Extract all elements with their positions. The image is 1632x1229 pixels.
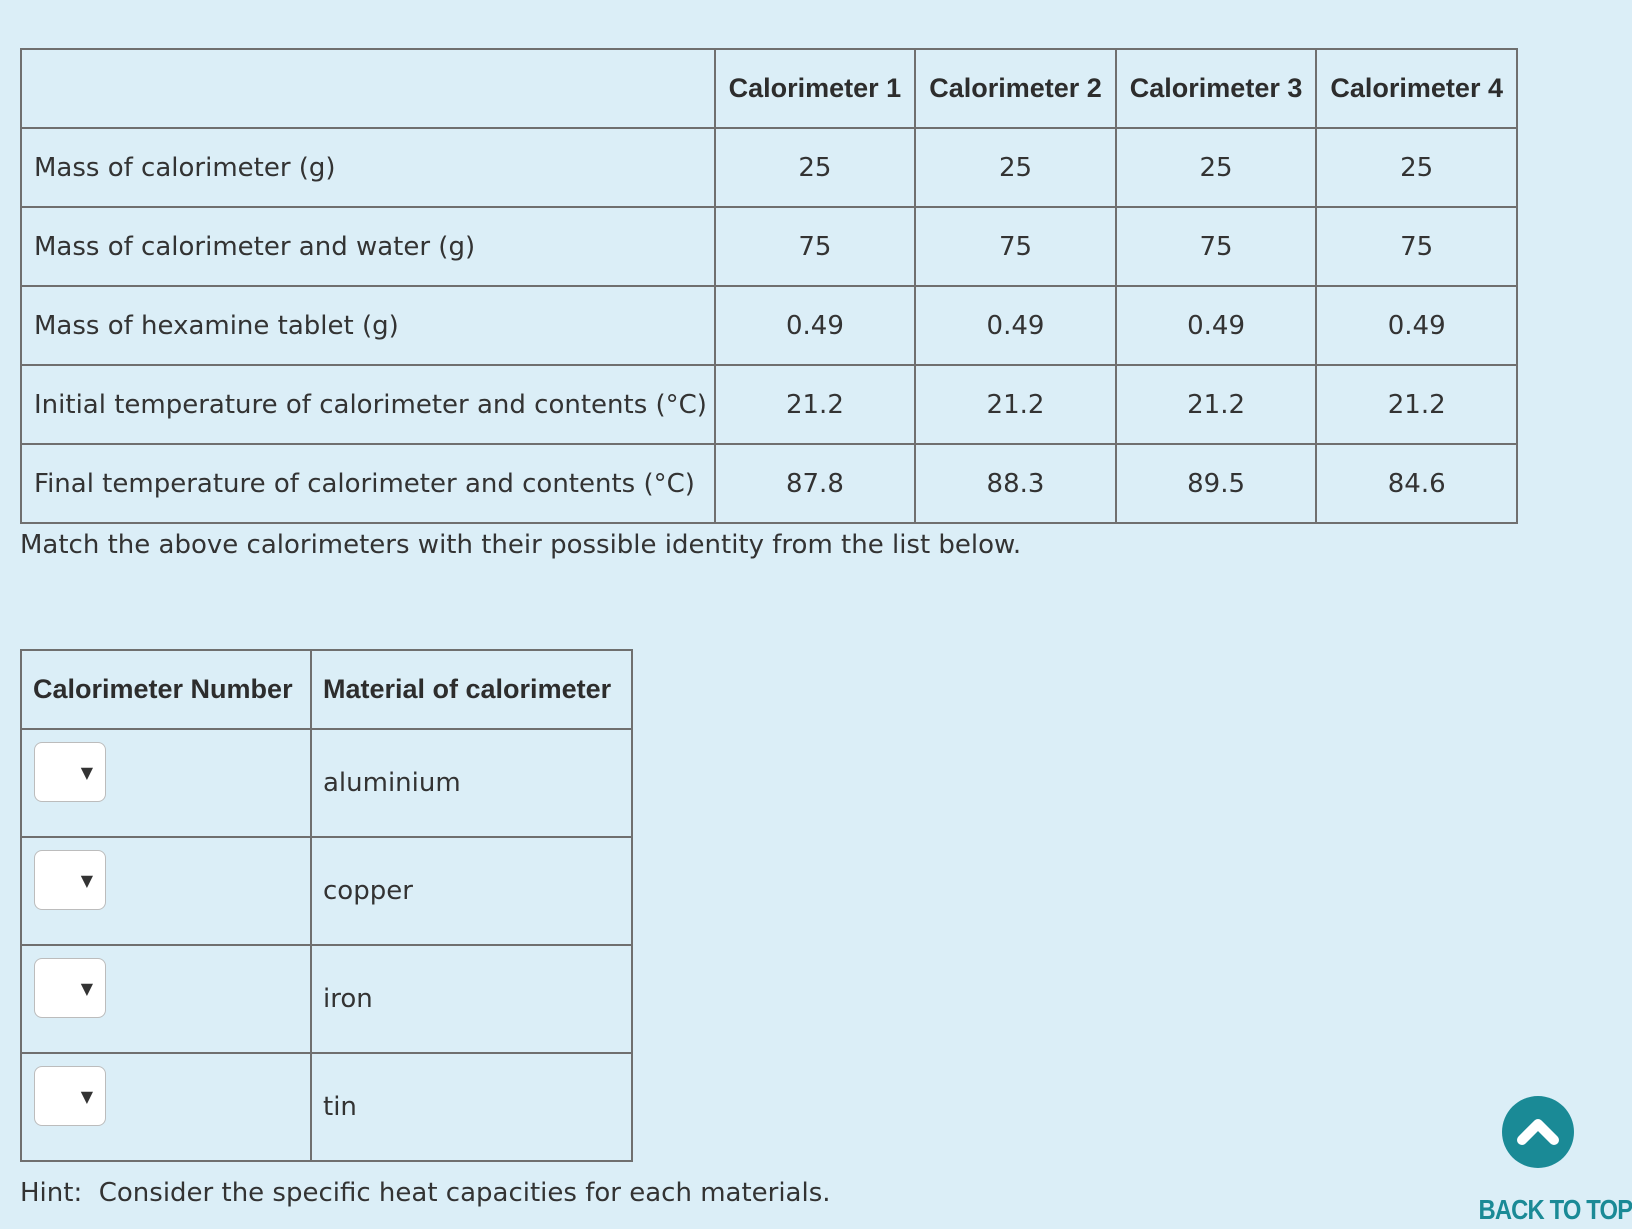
select-cell bbox=[21, 945, 311, 1053]
material-label: iron bbox=[311, 945, 632, 1053]
row-label: Mass of calorimeter and water (g) bbox=[21, 207, 715, 286]
calorimeter-number-select[interactable] bbox=[34, 1066, 106, 1126]
table-row bbox=[21, 444, 1517, 523]
table-cell: 89.5 bbox=[1116, 444, 1317, 523]
triangle-down-icon: ▼ bbox=[80, 871, 93, 890]
row-label: Initial temperature of calorimeter and contents (°C) bbox=[21, 365, 715, 444]
calorimeter-number-select[interactable] bbox=[34, 850, 106, 910]
material-label: copper bbox=[311, 837, 632, 945]
table-cell: 0.49 bbox=[1316, 286, 1517, 365]
header-calorimeter-number: Calorimeter Number bbox=[21, 650, 311, 729]
table-cell: 75 bbox=[915, 207, 1116, 286]
matching-header-row bbox=[21, 650, 632, 729]
select-cell bbox=[21, 837, 311, 945]
material-label: aluminium bbox=[311, 729, 632, 837]
select-cell bbox=[21, 729, 311, 837]
table-row bbox=[21, 128, 1517, 207]
table-cell: 0.49 bbox=[915, 286, 1116, 365]
table-cell: 87.8 bbox=[715, 444, 916, 523]
table-row bbox=[21, 286, 1517, 365]
row-label: Mass of calorimeter (g) bbox=[21, 128, 715, 207]
matching-row bbox=[21, 1053, 632, 1161]
material-label: tin bbox=[311, 1053, 632, 1161]
table-header-row bbox=[21, 49, 1517, 128]
chevron-up-icon bbox=[1502, 1096, 1574, 1168]
instruction-text: Match the above calorimeters with their possible identity from the list below. bbox=[20, 530, 1022, 560]
header-calorimeter-4: Calorimeter 4 bbox=[1316, 49, 1517, 128]
table-cell: 21.2 bbox=[915, 365, 1116, 444]
table-cell: 21.2 bbox=[1316, 365, 1517, 444]
table-cell: 25 bbox=[715, 128, 916, 207]
back-to-top-label[interactable]: BACK TO TOP bbox=[1478, 1194, 1632, 1225]
calorimeter-number-select[interactable] bbox=[34, 958, 106, 1018]
back-to-top-button[interactable] bbox=[1468, 1096, 1632, 1226]
table-cell: 25 bbox=[1316, 128, 1517, 207]
triangle-down-icon: ▼ bbox=[80, 979, 93, 998]
header-calorimeter-1: Calorimeter 1 bbox=[715, 49, 916, 128]
matching-row bbox=[21, 837, 632, 945]
table-cell: 0.49 bbox=[715, 286, 916, 365]
back-to-top-circle[interactable] bbox=[1502, 1096, 1574, 1168]
table-row bbox=[21, 207, 1517, 286]
table-cell: 75 bbox=[1316, 207, 1517, 286]
table-cell: 84.6 bbox=[1316, 444, 1517, 523]
table-cell: 21.2 bbox=[1116, 365, 1317, 444]
triangle-down-icon: ▼ bbox=[80, 1087, 93, 1106]
table-cell: 75 bbox=[715, 207, 916, 286]
calorimeter-data-table bbox=[20, 48, 1518, 524]
header-calorimeter-3: Calorimeter 3 bbox=[1116, 49, 1317, 128]
select-cell bbox=[21, 1053, 311, 1161]
row-label: Mass of hexamine tablet (g) bbox=[21, 286, 715, 365]
row-label: Final temperature of calorimeter and contents (°C) bbox=[21, 444, 715, 523]
table-cell: 25 bbox=[1116, 128, 1317, 207]
matching-table bbox=[20, 649, 633, 1162]
table-cell: 25 bbox=[915, 128, 1116, 207]
header-material: Material of calorimeter bbox=[311, 650, 632, 729]
matching-row bbox=[21, 729, 632, 837]
table-cell: 0.49 bbox=[1116, 286, 1317, 365]
header-cell-empty bbox=[21, 49, 715, 128]
table-cell: 88.3 bbox=[915, 444, 1116, 523]
calorimeter-number-select[interactable] bbox=[34, 742, 106, 802]
matching-row bbox=[21, 945, 632, 1053]
hint-text: Hint: Consider the specific heat capacities for each materials. bbox=[20, 1178, 831, 1208]
table-row bbox=[21, 365, 1517, 444]
table-cell: 75 bbox=[1116, 207, 1317, 286]
triangle-down-icon: ▼ bbox=[80, 763, 93, 782]
header-calorimeter-2: Calorimeter 2 bbox=[915, 49, 1116, 128]
table-cell: 21.2 bbox=[715, 365, 916, 444]
